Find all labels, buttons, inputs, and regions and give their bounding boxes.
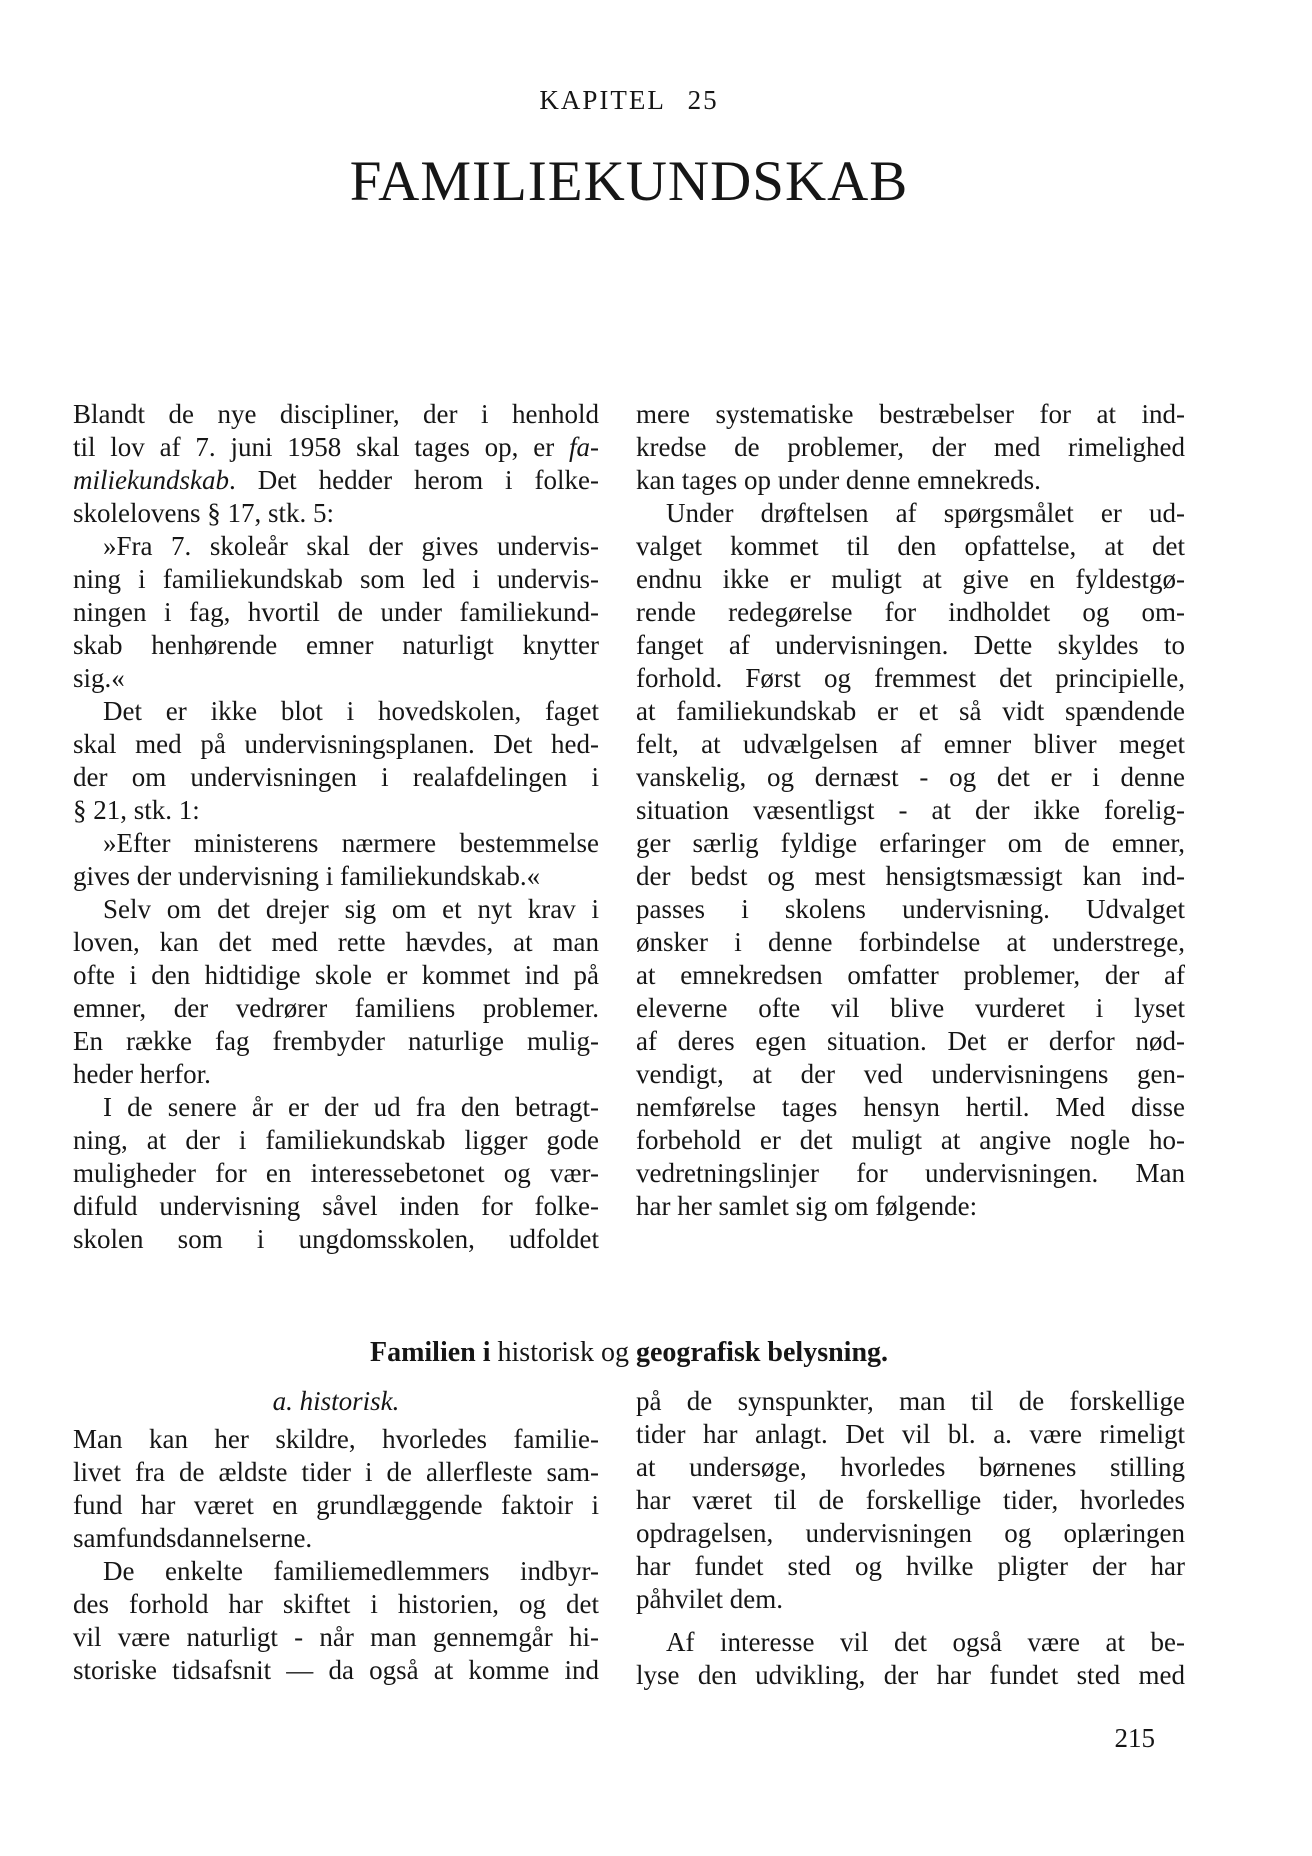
heading-part: historisk og	[497, 1337, 636, 1368]
chapter-kicker: KAPITEL 25	[539, 85, 719, 115]
text-line: muligheder for en interessebetonet og vær-	[73, 1158, 599, 1188]
text-line: passes i skolens undervisning. Udvalget	[636, 894, 1185, 924]
text-line: opdragelsen, undervisningen og oplæringen	[636, 1518, 1185, 1548]
text-line: ønsker i denne forbindelse at understrege,	[636, 927, 1185, 957]
text-line: skab henhørende emner naturligt knytter	[73, 630, 599, 660]
text-line: fund har været en grundlæggende faktoir i	[73, 1490, 599, 1520]
text-line: fanget af undervisningen. Dette skyldes to	[636, 630, 1185, 660]
text-line: Det er ikke blot i hovedskolen, faget	[103, 696, 599, 726]
text-line: Blandt de nye discipliner, der i henhold	[73, 399, 599, 429]
text-line: forbehold er det muligt at angive nogle ho-	[636, 1125, 1185, 1155]
text-line: heder herfor.	[73, 1059, 211, 1089]
paragraph	[73, 893, 599, 1091]
top-text-block	[73, 398, 1185, 1256]
text-line: skolelovens § 17, stk. 5:	[73, 498, 334, 528]
text-line: kan tages op under denne emnekreds.	[636, 465, 1041, 495]
text-line: at familiekundskab er et så vidt spændende	[636, 696, 1185, 726]
bottom-right-column	[636, 1385, 1185, 1692]
text-line: difuld undervisning såvel inden for folke-	[73, 1191, 599, 1221]
text-line: tider har anlagt. Det vil bl. a. være rimeligt	[636, 1419, 1185, 1449]
text-line: ofte i den hidtidige skole er kommet ind på	[73, 960, 599, 990]
text-line: der bedst og mest hensigtsmæssigt kan ind-	[636, 861, 1185, 891]
text-line: § 21, stk. 1:	[73, 795, 200, 825]
text-line: har været til de forskellige tider, hvorledes	[636, 1485, 1185, 1515]
text-line: på de synspunkter, man til de forskellige	[636, 1386, 1185, 1416]
text-line: des forhold har skiftet i historien, og det	[73, 1589, 599, 1619]
text-line: gives der undervisning i familiekundskab.«	[73, 861, 541, 891]
text-line: at undersøge, hvorledes børnenes stilling	[636, 1452, 1185, 1482]
text-line: emner, der vedrører familiens problemer.	[73, 993, 599, 1023]
text-line: af deres egen situation. Det er derfor nød-	[636, 1026, 1185, 1056]
text-line: skolen som i ungdomsskolen, udfoldet	[73, 1224, 599, 1254]
paragraph	[636, 497, 1185, 1223]
text-line: påhvilet dem.	[636, 1584, 783, 1614]
text-segment: . Det hedder herom i folke-	[228, 465, 599, 495]
text-line: vil være naturligt - når man gennemgår hi-	[73, 1622, 599, 1652]
text-line: vendigt, at der ved undervisningens gen-	[636, 1059, 1185, 1089]
text-line: ningen i fag, hvortil de under familiekund-	[73, 597, 599, 627]
text-line: situation væsentligst - at der ikke forelig-	[636, 795, 1185, 825]
text-line: »Fra 7. skoleår skal der gives undervis-	[103, 531, 599, 561]
text-line: ning i familiekundskab som led i undervis-	[73, 564, 599, 594]
text-line: vanskelig, og dernæst - og det er i denne	[636, 762, 1185, 792]
paragraph	[636, 1385, 1185, 1616]
text-line	[73, 464, 599, 497]
text-line: eleverne ofte vil blive vurderet i lyset	[636, 993, 1185, 1023]
text-line: kredse de problemer, der med rimelighed	[636, 432, 1185, 462]
paragraph	[73, 398, 599, 530]
text-line: har fundet sted og hvilke pligter der har	[636, 1551, 1185, 1581]
text-line: rende redegørelse for indholdet og om-	[636, 597, 1185, 627]
paragraph	[73, 1555, 599, 1687]
paragraph	[636, 1626, 1185, 1692]
page-number: 215	[1114, 1723, 1155, 1753]
text-line: samfundsdannelserne.	[73, 1523, 313, 1553]
text-line: har her samlet sig om følgende:	[636, 1191, 978, 1221]
text-line: ger særlig fyldige erfaringer om de emner,	[636, 828, 1185, 858]
paragraph	[636, 398, 1185, 497]
text-line: at emnekredsen omfatter problemer, der af	[636, 960, 1185, 990]
paragraph	[73, 1091, 599, 1256]
paragraph	[73, 530, 599, 695]
text-line: loven, kan det med rette hævdes, at man	[73, 927, 599, 957]
text-line: nemførelse tages hensyn hertil. Med disse	[636, 1092, 1185, 1122]
text-line: Under drøftelsen af spørgsmålet er ud-	[666, 498, 1185, 528]
heading-part: Familien i	[369, 1337, 498, 1368]
text-line: livet fra de ældste tider i de allerfleste sam-	[73, 1457, 599, 1487]
text-line: De enkelte familiemedlemmers indbyr-	[103, 1556, 599, 1586]
text-line: Af interesse vil det også være at be-	[666, 1627, 1185, 1657]
text-line: »Efter ministerens nærmere bestemmelse	[103, 828, 599, 858]
text-line: der om undervisningen i realafdelingen i	[73, 762, 599, 792]
text-line: sig.«	[73, 663, 125, 693]
section-heading	[73, 1336, 1185, 1370]
text-segment: fa-	[569, 432, 599, 462]
top-right-column	[636, 398, 1185, 1223]
bottom-left-paragraphs	[73, 1423, 599, 1687]
top-left-column	[73, 398, 599, 1256]
text-line: skal med på undervisningsplanen. Det hed-	[73, 729, 599, 759]
heading-part: geografisk belysning.	[635, 1337, 889, 1368]
text-line: ning, at der i familiekundskab ligger gode	[73, 1125, 599, 1155]
bottom-text-block	[73, 1385, 1185, 1692]
text-line: mere systematiske bestræbelser for at ind-	[636, 399, 1185, 429]
paragraph	[73, 1423, 599, 1555]
text-line: felt, at udvælgelsen af emner bliver meget	[636, 729, 1185, 759]
paragraph	[73, 695, 599, 827]
text-line: En række fag frembyder naturlige mulig-	[73, 1026, 599, 1056]
text-line: vedretningslinjer for undervisningen. Man	[636, 1158, 1185, 1188]
text-segment: miliekundskab	[73, 465, 229, 495]
text-line	[73, 431, 599, 464]
paragraph	[73, 827, 599, 893]
page-title: FAMILIEKUNDSKAB	[349, 150, 909, 213]
text-line: forhold. Først og fremmest det principielle,	[636, 663, 1185, 693]
text-line: Man kan her skildre, hvorledes familie-	[73, 1424, 599, 1454]
text-line: lyse den udvikling, der har fundet sted med	[636, 1660, 1185, 1690]
text-line: I de senere år er der ud fra den betragt-	[103, 1092, 599, 1122]
text-segment: til lov af 7. juni 1958 skal tages op, er	[73, 432, 569, 462]
section-subheading: a. historisk.	[272, 1386, 400, 1416]
text-line: valget kommet til den opfattelse, at det	[636, 531, 1185, 561]
text-line: storiske tidsafsnit — da også at komme ind	[73, 1655, 599, 1685]
text-line: endnu ikke er muligt at give en fyldestgø-	[636, 564, 1185, 594]
text-line: Selv om det drejer sig om et nyt krav i	[103, 894, 599, 924]
bottom-left-column	[73, 1385, 599, 1687]
